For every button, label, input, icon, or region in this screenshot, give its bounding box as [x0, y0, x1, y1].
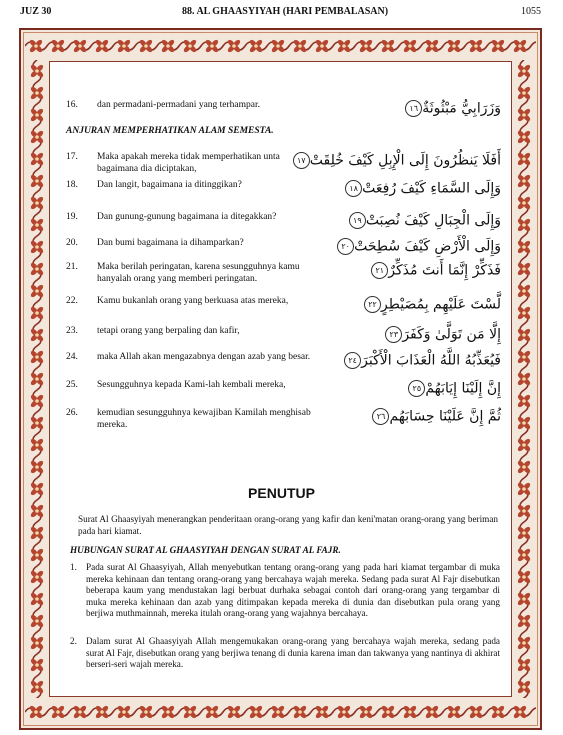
flower-icon	[30, 526, 45, 541]
flower-icon	[30, 350, 45, 365]
flower-icon	[30, 240, 45, 255]
flower-icon	[249, 705, 264, 720]
flower-icon	[381, 39, 396, 54]
flower-icon	[30, 592, 45, 607]
flower-icon	[51, 39, 66, 54]
verse-number: 16.	[66, 100, 78, 110]
flower-icon	[517, 328, 532, 343]
flower-icon	[447, 39, 462, 54]
verse-arabic: وَزَرَابِيُّ مَبْثُوثَةٌ١٦	[402, 100, 501, 117]
ayah-marker-icon: ١٦	[405, 100, 422, 117]
flower-icon	[73, 39, 88, 54]
flower-icon	[359, 39, 374, 54]
flower-icon	[30, 218, 45, 233]
surah-title: 88. AL GHAASYIYAH (HARI PEMBALASAN)	[182, 6, 389, 17]
flower-icon	[30, 328, 45, 343]
verse-number: 24.	[66, 352, 78, 362]
flower-icon	[139, 39, 154, 54]
verse-number: 19.	[66, 212, 78, 222]
flower-icon	[381, 705, 396, 720]
flower-icon	[30, 636, 45, 651]
flower-icon	[30, 460, 45, 475]
verse-arabic: وَإِلَى الْجِبَالِ كَيْفَ نُصِبَتْ١٩	[346, 212, 501, 229]
ayah-marker-icon: ٢٦	[372, 408, 389, 425]
verse-number: 22.	[66, 296, 78, 306]
flower-icon	[161, 39, 176, 54]
flower-icon	[517, 152, 532, 167]
closing-title: PENUTUP	[248, 485, 315, 501]
flower-icon	[517, 482, 532, 497]
list-item: 2. Dalam surat Al Ghaasyiyah Allah mengemukakan orang-orang yang bercahaya wajah mereka, sedang pada surat Al Fajr, disebutkan orang yang berjiwa tenang di dunia karena iman dan takwanya yang nantinya di akhirat berseri-seri wajah mereka.	[70, 636, 500, 669]
flower-icon	[30, 482, 45, 497]
list-item: 1. Pada surat Al Ghaasyiyah, Allah menyebutkan tentang orang-orang yang pada hari kiamat tergambar di muka mereka kehinaan dan tentang orang-orang yang bercahaya wajah mereka. Sedang pada surat Al Fajr disebutkan beberapa kaum yang mendustakan lagi berbuat durhaka sebagai contoh dari orang-orang yang tergambar di muka mereka kehinaan dan azab yang ditimpakan kepada mereka di dunia dan disebutkan pula orang yang berjiwa muthmainnah, mereka itulah orang-orang yang wajahnya bercahaya.	[70, 562, 500, 618]
verse-number: 17.	[66, 152, 78, 162]
flower-icon	[517, 64, 532, 79]
flower-icon	[517, 262, 532, 277]
flower-icon	[517, 680, 532, 695]
flower-icon	[30, 284, 45, 299]
flower-icon	[95, 705, 110, 720]
relation-heading: HUBUNGAN SURAT AL GHAASYIYAH DENGAN SURAT AL FAJR.	[70, 545, 341, 555]
flower-icon	[359, 705, 374, 720]
flower-icon	[517, 526, 532, 541]
verse-translation: tetapi orang yang berpaling dan kafir,	[97, 326, 240, 336]
flower-icon	[513, 705, 528, 720]
flower-icon	[30, 262, 45, 277]
flower-icon	[469, 39, 484, 54]
flower-icon	[117, 39, 132, 54]
ayah-marker-icon: ٢٢	[364, 296, 381, 313]
flower-icon	[337, 39, 352, 54]
flower-icon	[30, 196, 45, 211]
verse-arabic: ثُمَّ إِنَّ عَلَيْنَا حِسَابَهُم٢٦	[369, 408, 501, 425]
flower-icon	[517, 130, 532, 145]
flower-icon	[517, 548, 532, 563]
flower-icon	[183, 705, 198, 720]
flower-icon	[315, 705, 330, 720]
flower-icon	[517, 570, 532, 585]
flower-icon	[293, 705, 308, 720]
verse-translation: Dan bumi bagaimana ia dihamparkan?	[97, 238, 244, 248]
flower-icon	[30, 658, 45, 673]
flower-icon	[30, 394, 45, 409]
flower-icon	[183, 39, 198, 54]
ayah-marker-icon: ١٧	[293, 152, 310, 169]
floral-border-left	[24, 60, 50, 698]
flower-icon	[30, 306, 45, 321]
ayah-marker-icon: ٢٥	[408, 380, 425, 397]
verse-arabic: أَفَلَا يَنظُرُونَ إِلَى الْإِبِلِ كَيْفَ خُلِقَتْ١٧	[290, 152, 501, 169]
flower-icon	[51, 705, 66, 720]
verse-number: 20.	[66, 238, 78, 248]
flower-icon	[403, 39, 418, 54]
flower-icon	[117, 705, 132, 720]
flower-icon	[30, 438, 45, 453]
verse-number: 18.	[66, 180, 78, 190]
verse-arabic: فَيُعَذِّبُهُ اللَّهُ الْعَذَابَ الْأَكْبَرَ٢٤	[341, 352, 501, 369]
flower-icon	[425, 705, 440, 720]
verse-arabic: وَإِلَى الْأَرْضِ كَيْفَ سُطِحَتْ٢٠	[334, 238, 501, 255]
flower-icon	[517, 306, 532, 321]
verse-number: 21.	[66, 262, 78, 272]
flower-icon	[491, 705, 506, 720]
flower-icon	[271, 705, 286, 720]
verse-number: 26.	[66, 408, 78, 418]
verse-translation: kemudian sesungguhnya kewajiban Kamilah menghisab mereka.	[97, 408, 311, 430]
floral-border-top	[25, 33, 536, 59]
ayah-marker-icon: ٢٠	[337, 238, 354, 255]
flower-icon	[469, 705, 484, 720]
flower-icon	[517, 438, 532, 453]
verse-translation: Kamu bukanlah orang yang berkuasa atas mereka,	[97, 296, 289, 306]
ornamental-frame	[19, 28, 542, 730]
flower-icon	[161, 705, 176, 720]
flower-icon	[30, 570, 45, 585]
flower-icon	[517, 636, 532, 651]
flower-icon	[30, 416, 45, 431]
flower-icon	[517, 372, 532, 387]
flower-icon	[517, 504, 532, 519]
page-number: 1055	[521, 6, 541, 17]
page-header	[0, 6, 563, 22]
flower-icon	[425, 39, 440, 54]
flower-icon	[517, 240, 532, 255]
flower-icon	[30, 614, 45, 629]
juz-label: JUZ 30	[20, 6, 52, 17]
flower-icon	[517, 350, 532, 365]
flower-icon	[517, 614, 532, 629]
flower-icon	[249, 39, 264, 54]
flower-icon	[30, 86, 45, 101]
flower-icon	[447, 705, 462, 720]
flower-icon	[271, 39, 286, 54]
flower-icon	[517, 394, 532, 409]
flower-icon	[517, 592, 532, 607]
flower-icon	[403, 705, 418, 720]
flower-icon	[30, 174, 45, 189]
ayah-marker-icon: ٢٣	[385, 326, 402, 343]
flower-icon	[30, 680, 45, 695]
flower-icon	[30, 372, 45, 387]
flower-icon	[73, 705, 88, 720]
flower-icon	[30, 130, 45, 145]
ayah-marker-icon: ١٩	[349, 212, 366, 229]
flower-icon	[517, 86, 532, 101]
verse-translation: maka Allah akan mengazabnya dengan azab yang besar.	[97, 352, 311, 362]
flower-icon	[517, 174, 532, 189]
flower-icon	[227, 39, 242, 54]
verse-translation: Sesungguhnya kepada Kami-lah kembali mereka,	[97, 380, 286, 390]
flower-icon	[491, 39, 506, 54]
verse-translation: Maka apakah mereka tidak memperhatikan unta bagaimana dia diciptakan,	[97, 152, 280, 174]
flower-icon	[517, 284, 532, 299]
verse-number: 25.	[66, 380, 78, 390]
flower-icon	[95, 39, 110, 54]
verse-translation: Maka berilah peringatan, karena sesungguhnya kamu hanyalah orang yang memberi peringatan.	[97, 262, 300, 284]
verse-arabic: فَذَكِّرْ إِنَّمَا أَنتَ مُذَكِّرٌ٢١	[368, 262, 501, 279]
flower-icon	[30, 504, 45, 519]
flower-icon	[517, 108, 532, 123]
flower-icon	[139, 705, 154, 720]
flower-icon	[337, 705, 352, 720]
verse-arabic: وَإِلَى السَّمَاءِ كَيْفَ رُفِعَتْ١٨	[342, 180, 501, 197]
content-panel	[49, 61, 512, 697]
flower-icon	[517, 416, 532, 431]
flower-icon	[29, 705, 44, 720]
verse-arabic: إِلَّا مَن تَوَلَّىٰ وَكَفَرَ٢٣	[382, 326, 501, 343]
verse-number: 23.	[66, 326, 78, 336]
ayah-marker-icon: ١٨	[345, 180, 362, 197]
verse-translation: dan permadani-permadani yang terhampar.	[97, 100, 261, 110]
closing-intro: Surat Al Ghaasyiyah menerangkan penderitaan orang-orang yang kafir dan keni'matan orang-orang yang beriman pada hari kiamat.	[78, 514, 498, 536]
flower-icon	[30, 64, 45, 79]
flower-icon	[517, 218, 532, 233]
flower-icon	[513, 39, 528, 54]
flower-icon	[205, 705, 220, 720]
ayah-marker-icon: ٢٤	[344, 352, 361, 369]
flower-icon	[315, 39, 330, 54]
flower-icon	[205, 39, 220, 54]
flower-icon	[517, 460, 532, 475]
section-heading: ANJURAN MEMPERHATIKAN ALAM SEMESTA.	[66, 126, 274, 136]
floral-border-right	[511, 60, 537, 698]
flower-icon	[30, 152, 45, 167]
floral-border-bottom	[25, 699, 536, 725]
flower-icon	[29, 39, 44, 54]
flower-icon	[30, 108, 45, 123]
flower-icon	[30, 548, 45, 563]
flower-icon	[227, 705, 242, 720]
flower-icon	[517, 196, 532, 211]
flower-icon	[517, 658, 532, 673]
verse-translation: Dan langit, bagaimana ia ditinggikan?	[97, 180, 242, 190]
ayah-marker-icon: ٢١	[371, 262, 388, 279]
flower-icon	[293, 39, 308, 54]
verse-arabic: لَّسْتَ عَلَيْهِم بِمُصَيْطِرٍ٢٢	[361, 296, 501, 313]
verse-arabic: إِنَّ إِلَيْنَا إِيَابَهُمْ٢٥	[405, 380, 501, 397]
verse-translation: Dan gunung-gunung bagaimana ia ditegakkan?	[97, 212, 277, 222]
